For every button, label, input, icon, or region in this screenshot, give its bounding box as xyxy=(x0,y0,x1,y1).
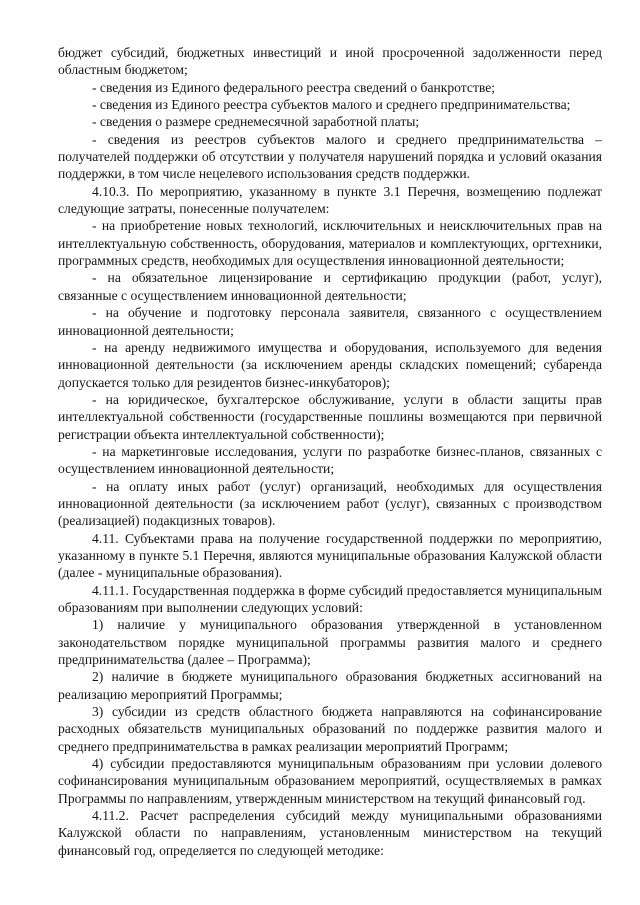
list-item: - на оплату иных работ (услуг) организаций, необходимых для осуществления инновационной деятельности (за исключением работ (услуг), связанных с производством (реализацией) подакцизных товаров). xyxy=(58,478,602,529)
clause-4-10-3: 4.10.3. По мероприятию, указанному в пункте 3.1 Перечня, возмещению подлежат следующие затраты, понесенные получателем: xyxy=(58,183,602,217)
condition-item: 4) субсидии предоставляются муниципальным образованиям при условии долевого софинансирования муниципальным образованием мероприятий, осуществляемых в рамках Программы по направлениям, утвержденным министерством на текущий финансовый год. xyxy=(58,756,602,806)
list-item: - на обязательное лицензирование и сертификацию продукции (работ, услуг), связанные с осуществлением инновационной деятельности; xyxy=(58,270,602,303)
list-item: - сведения о размере среднемесячной заработной платы; xyxy=(92,114,420,130)
list-item: - сведения из реестров субъектов малого и среднего предпринимательства – получателей поддержки об отсутствии у получателя нарушений порядка и условий оказания поддержки, в том числе нецелевого использования средств поддержки. xyxy=(58,131,602,182)
list-item: - на маркетинговые исследования, услуги по разработке бизнес-планов, связанных с осуществлением инновационной деятельности; xyxy=(58,443,602,477)
list-item: - сведения из Единого федерального реестра сведений о банкротстве; xyxy=(92,79,496,95)
list-item: - на приобретение новых технологий, исключительных и неисключительных прав на интеллектуальную собственность, оборудования, материалов и комплектующих, оргтехники, программных средств, необходимых для осуществления инновационной деятельности; xyxy=(58,218,602,269)
list-item: - на юридическое, бухгалтерское обслуживание, услуги в области защиты прав интеллектуальной собственности (государственные пошлины возмещаются при первичной регистрации объекта интеллектуальной собственности); xyxy=(58,391,602,442)
document-page xyxy=(58,44,602,859)
condition-item: 3) субсидии из средств областного бюджета направляются на софинансирование расходных обязательств муниципальных образований по поддержке развития малого и среднего предпринимательства в рамках реализации мероприятий Программ; xyxy=(58,704,602,754)
list-item: - сведения из Единого реестра субъектов малого и среднего предпринимательства; xyxy=(92,97,571,113)
clause-4-11: 4.11. Субъектами права на получение государственной поддержки по мероприятию, указанному в пункте 5.1 Перечня, являются муниципальные образования Калужской области (далее - муниципальные образования). xyxy=(58,530,602,581)
list-item: - на аренду недвижимого имущества и оборудования, используемого для ведения инновационной деятельности (за исключением аренды складских помещений; субаренда допускается только для резидентов бизнес-инкубаторов); xyxy=(58,339,602,390)
condition-item: 1) наличие у муниципального образования утвержденной в установленном законодательством порядке муниципальной программы развития малого и среднего предпринимательства (далее – Программа); xyxy=(58,617,602,668)
condition-item: 2) наличие в бюджете муниципального образования бюджетных ассигнований на реализацию мероприятий Программы; xyxy=(58,669,602,702)
clause-4-11-1: 4.11.1. Государственная поддержка в форме субсидий предоставляется муниципальным образованиям при выполнении следующих условий: xyxy=(58,582,602,615)
paragraph-continuation: бюджет субсидий, бюджетных инвестиций и иной просроченной задолженности перед областным бюджетом; xyxy=(58,45,602,78)
clause-4-11-2: 4.11.2. Расчет распределения субсидий между муниципальными образованиями Калужской области по направлениям, установленным министерством на текущий финансовый год, определяется по следующей методике: xyxy=(58,808,602,858)
list-item: - на обучение и подготовку персонала заявителя, связанного с осуществлением инновационной деятельности; xyxy=(58,305,602,338)
